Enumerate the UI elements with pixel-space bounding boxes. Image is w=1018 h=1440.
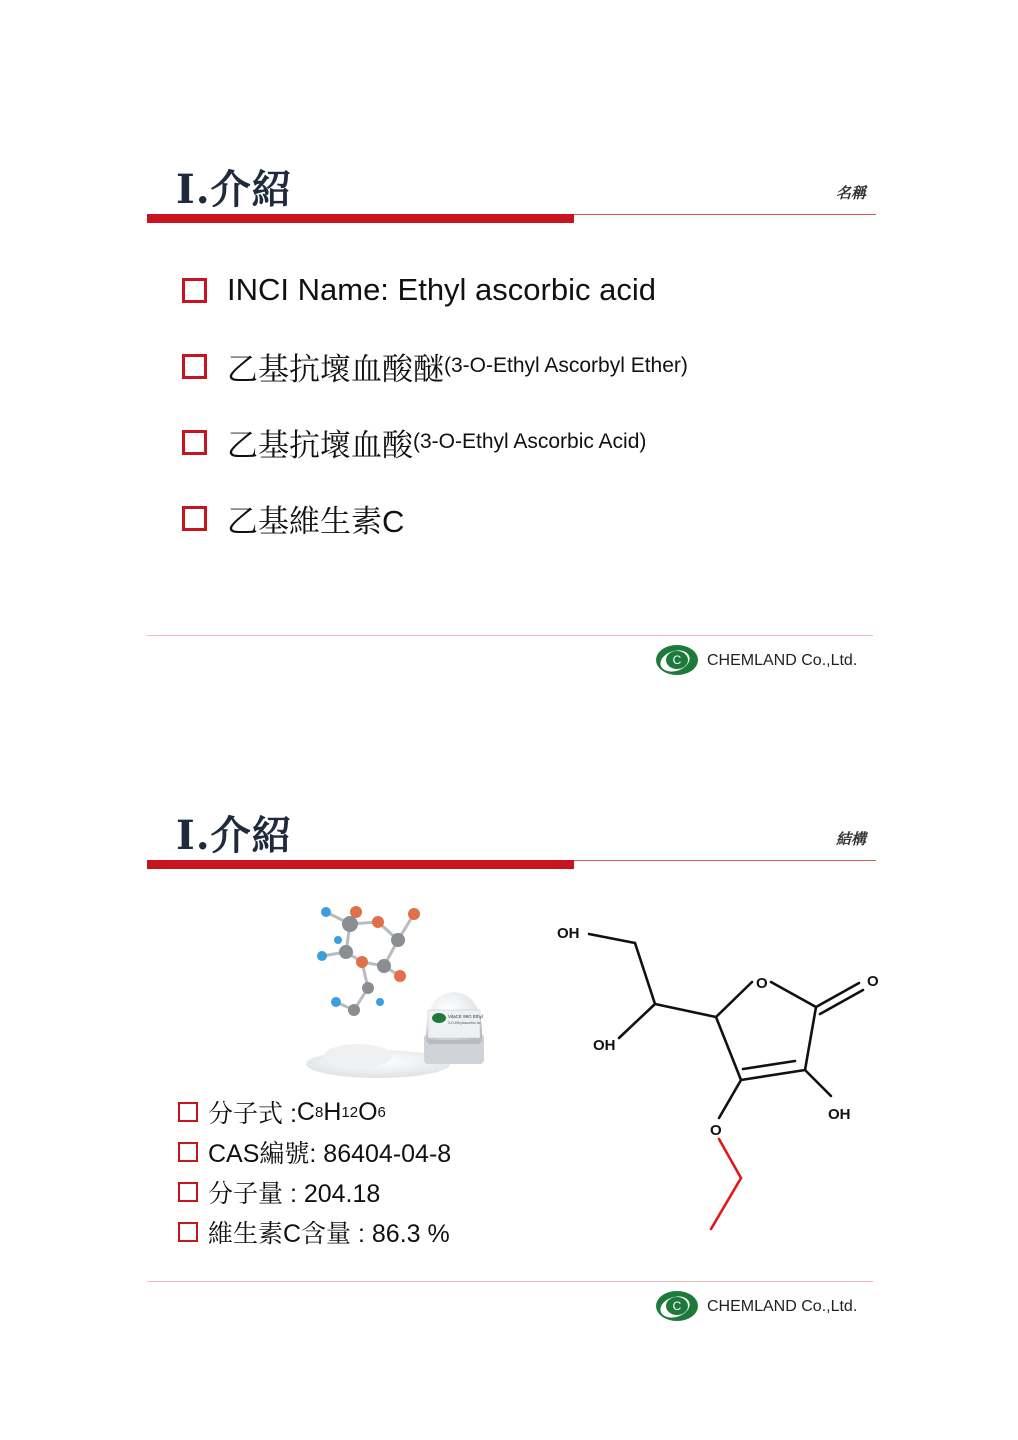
checkbox-square-icon xyxy=(182,506,207,531)
checkbox-square-icon xyxy=(182,278,207,303)
company-name: CHEMLAND Co.,Ltd. xyxy=(707,652,858,669)
chinese-name-acid: 乙基抗壞血酸 xyxy=(227,427,413,463)
svg-text:C: C xyxy=(672,1299,682,1313)
checkbox-square-icon xyxy=(182,430,207,455)
cas-number: CAS編號: 86404-04-8 xyxy=(208,1140,452,1168)
svg-text:C: C xyxy=(672,653,682,667)
footer-rule xyxy=(147,1281,873,1282)
formula-c-count: 8 xyxy=(314,1103,324,1121)
english-name-acid: (3-O-Ethyl Ascorbic Acid) xyxy=(413,430,647,453)
list-item xyxy=(178,1214,451,1250)
list-item xyxy=(178,1174,451,1210)
checkbox-square-icon xyxy=(178,1102,198,1122)
formula-c: C xyxy=(296,1097,315,1126)
list-item xyxy=(178,1134,451,1170)
list-item xyxy=(182,268,688,312)
list-item xyxy=(178,1094,451,1130)
title-rule-thin xyxy=(574,860,876,861)
slide-subtitle: 結構 xyxy=(835,830,866,848)
product-image xyxy=(298,892,488,1084)
jar-label-line2: 3-O-Ethylascorbic Ac xyxy=(448,1021,481,1025)
label-oh-left: OH xyxy=(593,1037,616,1054)
checkbox-square-icon xyxy=(178,1222,198,1242)
chinese-name-ether: 乙基抗壞血酸醚 xyxy=(227,351,444,387)
jar-label-line1: VitaCE 99G Ethyl xyxy=(448,1014,483,1019)
checkbox-square-icon xyxy=(178,1182,198,1202)
footer-rule xyxy=(147,635,873,636)
slide-subtitle: 名稱 xyxy=(835,184,866,202)
formula-h: H xyxy=(323,1097,342,1126)
checkbox-square-icon xyxy=(182,354,207,379)
chinese-name-vitc: 乙基維生素C xyxy=(227,503,405,539)
formula-o: O xyxy=(358,1097,378,1126)
english-name-ether: (3-O-Ethyl Ascorbyl Ether) xyxy=(444,354,688,377)
title-rule-thin xyxy=(574,214,876,215)
formula-label: 分子式 : xyxy=(208,1100,297,1128)
molecular-weight: 分子量 : 204.18 xyxy=(208,1180,381,1208)
formula-h-count: 12 xyxy=(341,1103,359,1121)
title-rule-thick xyxy=(147,214,574,223)
company-name: CHEMLAND Co.,Ltd. xyxy=(707,1298,858,1315)
slide-title: I.介紹 xyxy=(176,166,293,213)
list-item xyxy=(182,344,688,388)
checkbox-square-icon xyxy=(178,1142,198,1162)
structure-diagram xyxy=(545,911,890,1241)
label-oh-right: OH xyxy=(828,1106,851,1123)
formula-o-count: 6 xyxy=(377,1103,386,1121)
list-item xyxy=(182,496,688,540)
label-ring-o: O xyxy=(756,975,768,992)
list-item xyxy=(182,420,688,464)
label-ether-o: O xyxy=(710,1122,722,1139)
slide-names xyxy=(0,0,1018,700)
inci-name: INCI Name: Ethyl ascorbic acid xyxy=(227,272,656,307)
names-list xyxy=(182,268,688,572)
slide-structure xyxy=(0,646,1018,1346)
properties-list xyxy=(178,1094,451,1254)
label-oh-top: OH xyxy=(557,925,580,942)
label-carbonyl-o: O xyxy=(867,973,879,990)
title-rule-thick xyxy=(147,860,574,869)
vitamin-c-content: 維生素C含量 : 86.3 % xyxy=(208,1220,450,1248)
slide-title: I.介紹 xyxy=(176,812,293,859)
chemland-logo-icon xyxy=(655,1289,699,1323)
